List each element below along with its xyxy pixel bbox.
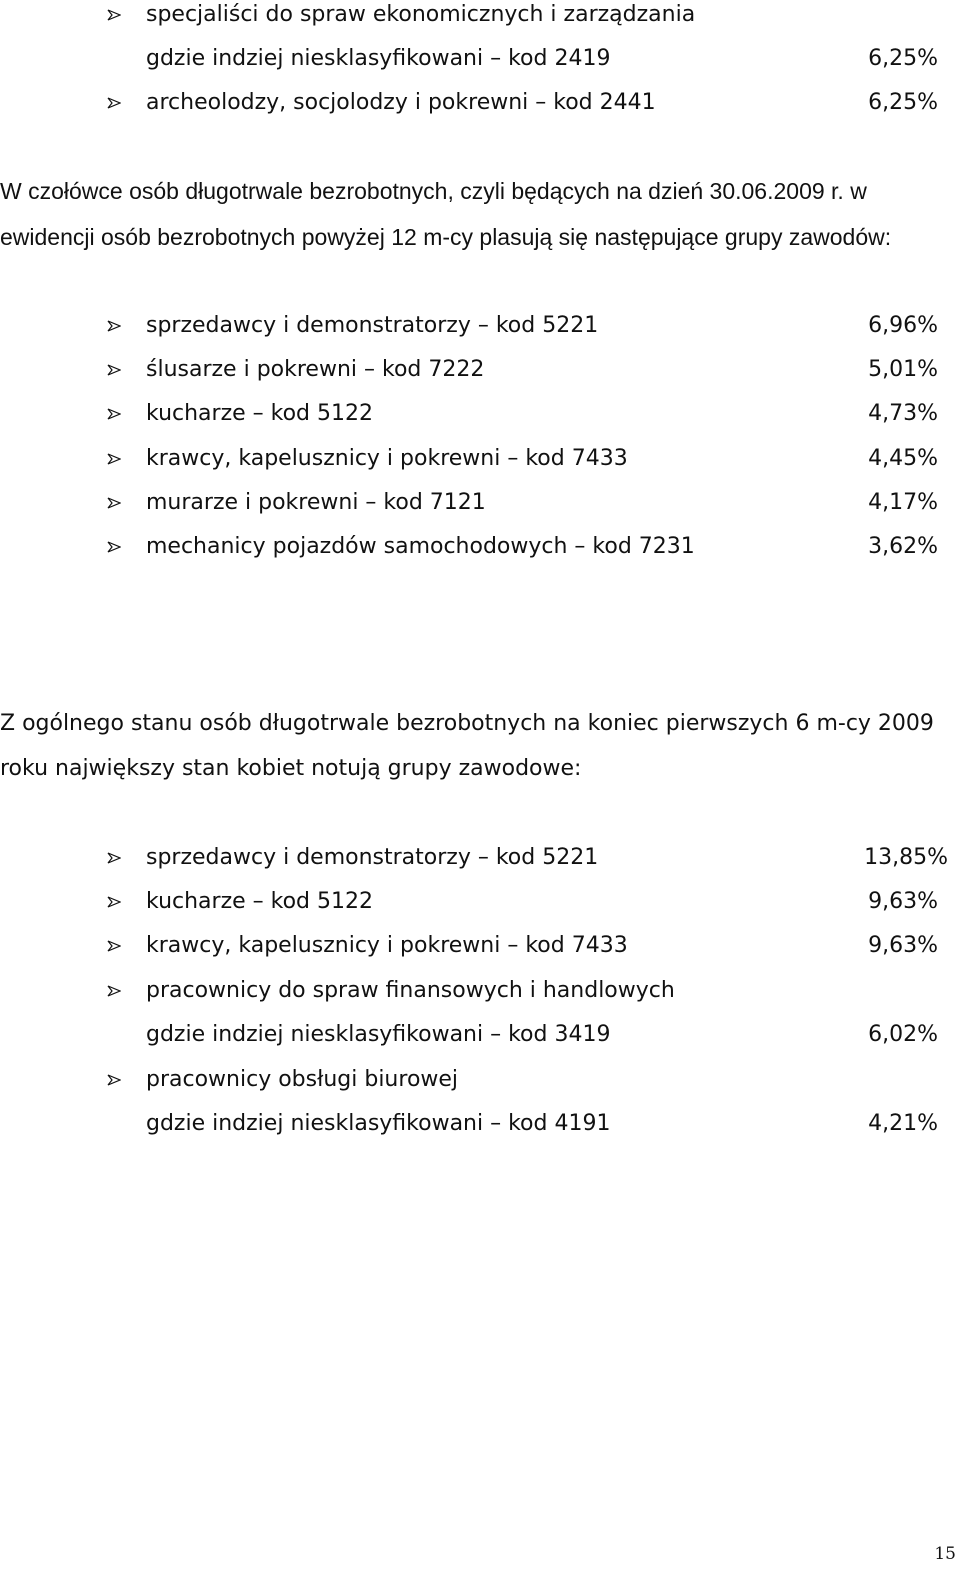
arrowhead-bullet-icon [107,408,121,420]
list-item-text: sprzedawcy i demonstratorzy – kod 5221 [146,845,599,870]
arrowhead-bullet-icon [107,852,121,864]
list-item-continuation [0,1020,960,1050]
percentage-value: 4,45% [868,446,938,471]
percentage-value: 9,63% [868,933,938,958]
percentage-value: 5,01% [868,357,938,382]
arrowhead-bullet-icon [107,541,121,553]
list-item-text: mechanicy pojazdów samochodowych – kod 7231 [146,534,695,559]
list-item-text: archeolodzy, socjolodzy i pokrewni – kod 2441 [146,90,656,115]
paragraph-line: roku największy stan kobiet notują grupy zawodowe: [0,756,582,781]
list-item-text: krawcy, kapelusznicy i pokrewni – kod 7433 [146,933,628,958]
list-item-text: pracownicy do spraw finansowych i handlowych [146,978,675,1003]
list-item-text: gdzie indziej niesklasyfikowani – kod 4191 [146,1111,611,1136]
list-item [0,843,960,873]
percentage-value: 6,02% [868,1022,938,1047]
paragraph-line: W czołówce osób długotrwale bezrobotnych, czyli będących na dzień 30.06.2009 r. w [0,178,867,204]
percentage-value: 4,21% [868,1111,938,1136]
page-number: 15 [934,1544,956,1564]
list-item-text: kucharze – kod 5122 [146,889,374,914]
list-item-text: sprzedawcy i demonstratorzy – kod 5221 [146,313,599,338]
list-item-continuation [0,1109,960,1139]
percentage-value: 4,73% [868,401,938,426]
list-item [0,0,960,30]
paragraph-line: Z ogólnego stanu osób długotrwale bezrobotnych na koniec pierwszych 6 m-cy 2009 [0,711,934,736]
list-item [0,1065,960,1095]
list-item [0,399,960,429]
list-item [0,887,960,917]
percentage-value: 13,85% [864,845,948,870]
arrowhead-bullet-icon [107,320,121,332]
list-item-text: specjaliści do spraw ekonomicznych i zarządzania [146,2,696,27]
list-item [0,311,960,341]
percentage-value: 6,25% [868,46,938,71]
list-item-text: ślusarze i pokrewni – kod 7222 [146,357,485,382]
percentage-value: 9,63% [868,889,938,914]
list-item [0,488,960,518]
list-item [0,88,960,118]
list-item-continuation [0,44,960,74]
percentage-value: 3,62% [868,534,938,559]
list-item [0,444,960,474]
list-item [0,355,960,385]
list-item-text: gdzie indziej niesklasyfikowani – kod 2419 [146,46,611,71]
arrowhead-bullet-icon [107,497,121,509]
list-item-text: murarze i pokrewni – kod 7121 [146,490,486,515]
list-item-text: krawcy, kapelusznicy i pokrewni – kod 7433 [146,446,628,471]
paragraph-line: ewidencji osób bezrobotnych powyżej 12 m-cy plasują się następujące grupy zawodów: [0,224,892,250]
arrowhead-bullet-icon [107,1074,121,1086]
arrowhead-bullet-icon [107,9,121,21]
arrowhead-bullet-icon [107,896,121,908]
arrowhead-bullet-icon [107,940,121,952]
arrowhead-bullet-icon [107,985,121,997]
list-item-text: pracownicy obsługi biurowej [146,1067,459,1092]
list-item-text: kucharze – kod 5122 [146,401,374,426]
arrowhead-bullet-icon [107,453,121,465]
arrowhead-bullet-icon [107,97,121,109]
list-item [0,976,960,1006]
list-item-text: gdzie indziej niesklasyfikowani – kod 3419 [146,1022,611,1047]
arrowhead-bullet-icon [107,364,121,376]
list-item [0,931,960,961]
percentage-value: 6,96% [868,313,938,338]
percentage-value: 6,25% [868,90,938,115]
percentage-value: 4,17% [868,490,938,515]
list-item [0,532,960,562]
